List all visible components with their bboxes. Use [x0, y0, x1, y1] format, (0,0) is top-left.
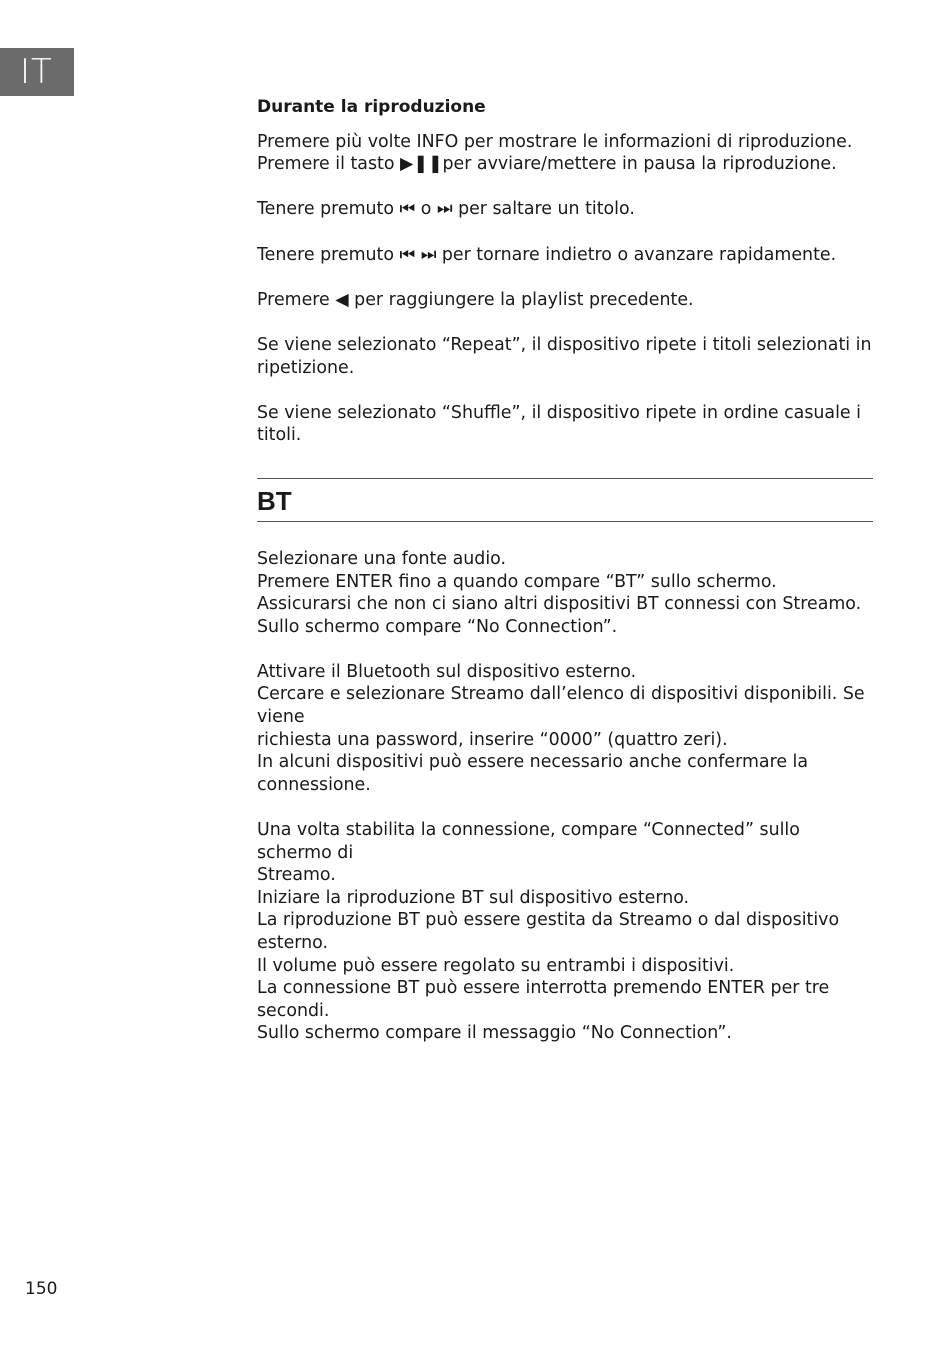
bt-body — [257, 548, 873, 1045]
bt-paragraph-1 — [257, 548, 873, 638]
text-line: Premere il tasto ▶❚❚per avviare/mettere in pausa la riproduzione. — [257, 154, 837, 175]
playback-heading: Durante la riproduzione — [257, 97, 486, 117]
page-number: 150 — [25, 1279, 58, 1299]
text-line: La connessione BT può essere interrotta premendo ENTER per tre secondi. — [257, 978, 830, 1021]
text-line: Sullo schermo compare “No Connection”. — [257, 616, 618, 637]
playback-paragraph-1 — [257, 131, 873, 176]
bt-heading: BT — [257, 485, 292, 516]
text-line: richiesta una password, inserire “0000” (quattro zeri). — [257, 729, 728, 750]
text-line: connessione. — [257, 774, 371, 795]
text-line: Tenere premuto ⏮ ⏭ per tornare indietro o avanzare rapidamente. — [257, 244, 837, 265]
text-line: Una volta stabilita la connessione, compare “Connected” sullo schermo di — [257, 820, 800, 863]
language-tab: IT — [0, 48, 74, 96]
text-line: Premere ENTER fino a quando compare “BT” sullo schermo. — [257, 571, 777, 592]
playback-paragraph-6 — [257, 402, 873, 447]
text-line: In alcuni dispositivi può essere necessario anche confermare la — [257, 752, 809, 773]
text-line: Cercare e selezionare Streamo dall’elenco di dispositivi disponibili. Se viene — [257, 684, 865, 728]
bt-paragraph-2 — [257, 661, 873, 797]
text-line: Sullo schermo compare il messaggio “No Connection”. — [257, 1023, 732, 1044]
text-line: La riproduzione BT può essere gestita da Streamo o dal dispositivo esterno. — [257, 910, 840, 953]
text-line: Iniziare la riproduzione BT sul dispositivo esterno. — [257, 887, 690, 908]
playback-paragraph-3 — [257, 244, 873, 267]
text-line: Premere ◀ per raggiungere la playlist precedente. — [257, 289, 694, 310]
text-line: Tenere premuto ⏮ o ⏭ per saltare un titolo. — [257, 199, 635, 220]
bt-section-header — [257, 478, 873, 522]
text-line: Streamo. — [257, 865, 336, 886]
text-line: ripetizione. — [257, 357, 355, 378]
text-line: Il volume può essere regolato su entrambi i dispositivi. — [257, 955, 735, 976]
text-line: Premere più volte INFO per mostrare le informazioni di riproduzione. — [257, 131, 853, 152]
playback-paragraph-2 — [257, 198, 873, 221]
text-line: Attivare il Bluetooth sul dispositivo esterno. — [257, 661, 637, 682]
text-line: Se viene selezionato “Repeat”, il dispositivo ripete i titoli selezionati in — [257, 334, 872, 355]
page-content — [257, 96, 873, 1045]
text-line: Assicurarsi che non ci siano altri dispositivi BT connessi con Streamo. — [257, 594, 862, 615]
playback-paragraph-4 — [257, 289, 873, 312]
text-line: Se viene selezionato “Shuffle”, il dispositivo ripete in ordine casuale i titoli. — [257, 402, 861, 446]
bt-paragraph-3 — [257, 819, 873, 1045]
text-line: Selezionare una fonte audio. — [257, 548, 507, 569]
playback-paragraph-5 — [257, 334, 873, 379]
